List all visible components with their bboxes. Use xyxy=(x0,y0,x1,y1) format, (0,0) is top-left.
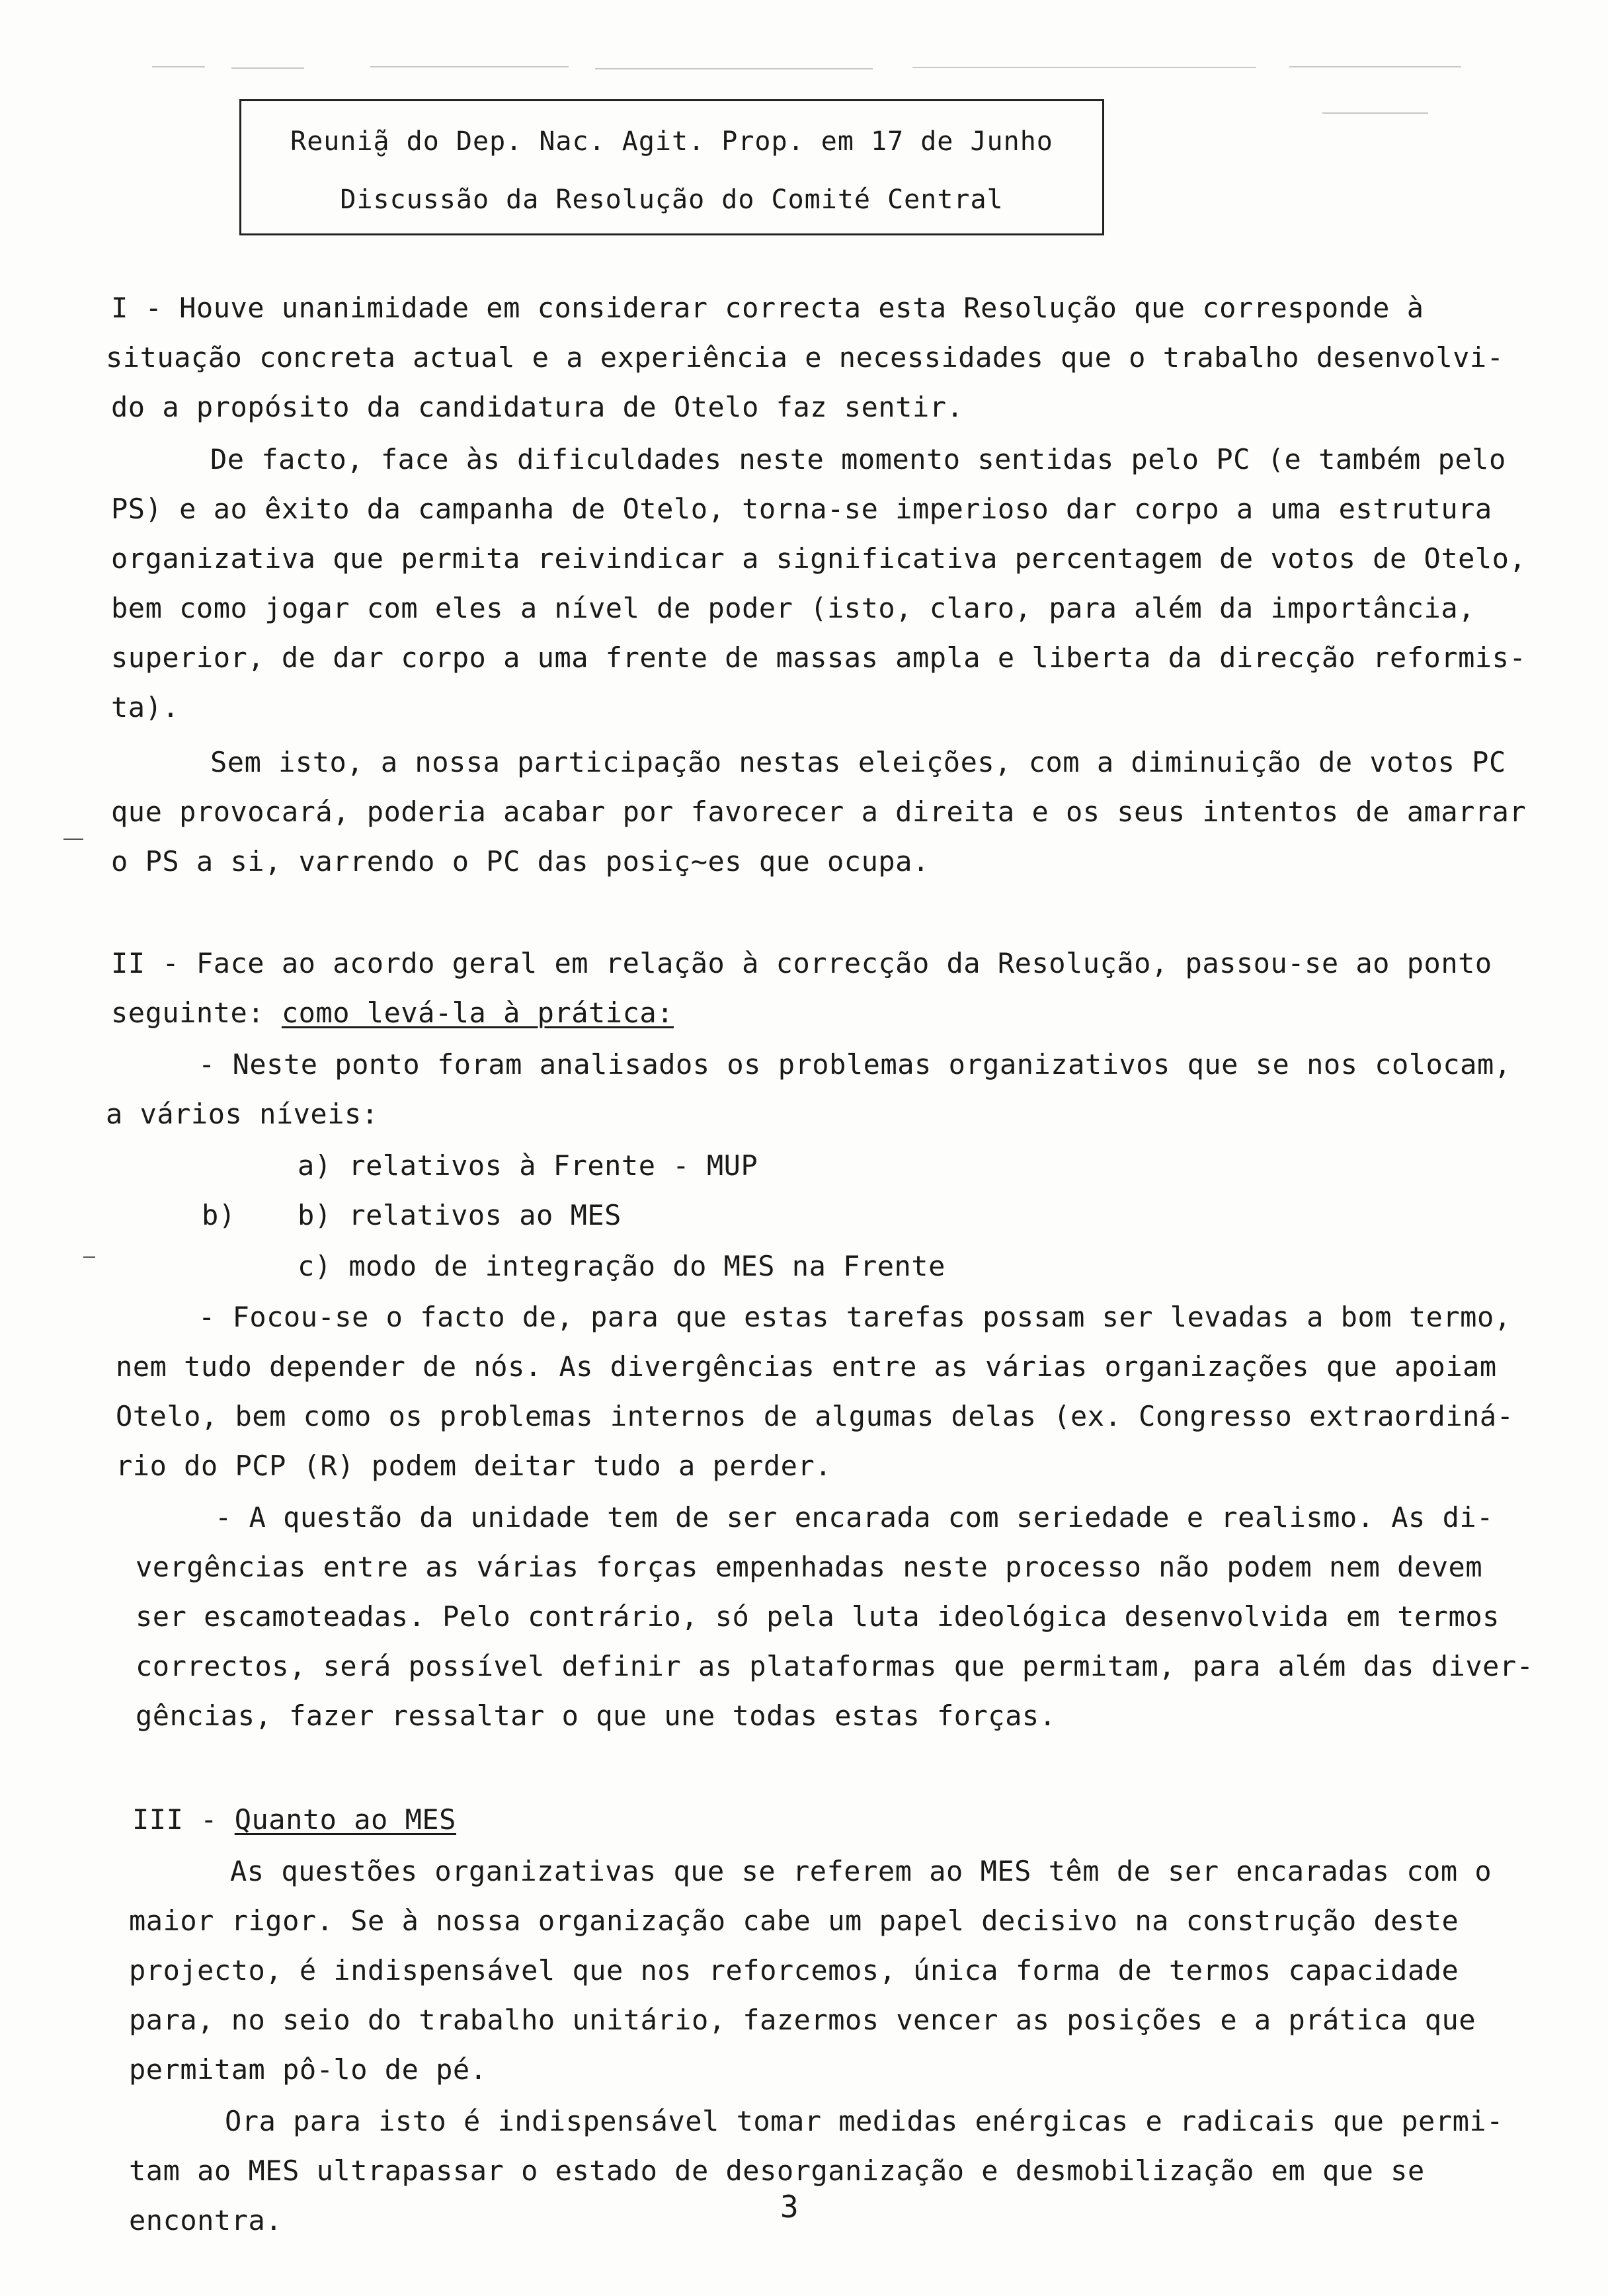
section2-line: vergências entre as várias forças empenhadas neste processo não podem nem devem xyxy=(136,1551,1483,1583)
section2-line: rio do PCP (R) podem deitar tudo a perder. xyxy=(116,1450,832,1482)
scan-artifact xyxy=(152,66,205,67)
scan-artifact xyxy=(370,66,569,67)
section3-line: As questões organizativas que se referem ao MES têm de ser encaradas com o xyxy=(230,1855,1492,1887)
section3-heading-prefix: III - xyxy=(132,1803,235,1836)
section1-line: que provocará, poderia acabar por favorecer a direita e os seus intentos de amarrar xyxy=(111,796,1527,828)
margin-mark xyxy=(83,1256,95,1258)
section1-line: ta). xyxy=(111,691,180,723)
section2-intro: II - Face ao acordo geral em relação à correcção da Resolução, passou-se ao ponto xyxy=(111,947,1492,979)
scan-artifact xyxy=(1289,66,1461,67)
header-line-2: Discussão da Resolução do Comité Central xyxy=(340,184,1004,215)
section2-line: nem tudo depender de nós. As divergências entre as várias organizações que apoiam xyxy=(116,1350,1497,1383)
section2-line: ser escamoteadas. Pelo contrário, só pela luta ideológica desenvolvida em termos xyxy=(136,1600,1500,1633)
section3-line: encontra. xyxy=(129,2204,283,2236)
scan-artifact xyxy=(231,67,304,69)
section3-heading-underlined: Quanto ao MES xyxy=(234,1803,456,1836)
section2-line: a vários níveis: xyxy=(106,1098,379,1130)
section1-line: Sem isto, a nossa participação nestas eleições, com a diminuição de votos PC xyxy=(210,746,1506,778)
header-line-1: Reuniã̮ do Dep. Nac. Agit. Prop. em 17 de Junho xyxy=(290,126,1053,157)
section1-line: situação concreta actual e a experiência e necessidades que o trabalho desenvolvi- xyxy=(106,341,1504,374)
section1-line: De facto, face às dificuldades neste momento sentidas pelo PC (e também pelo xyxy=(210,443,1506,475)
section2-intro-prefix: seguinte: xyxy=(111,997,282,1029)
scan-artifact xyxy=(595,68,873,69)
page-number: 3 xyxy=(780,2189,799,2225)
section2-line: - A questão da unidade tem de ser encarada com seriedade e realismo. As di- xyxy=(215,1501,1494,1534)
section2-line: Otelo, bem como os problemas internos de algumas delas (ex. Congresso extraordiná- xyxy=(116,1400,1514,1432)
section2-line: gências, fazer ressaltar o que une todas estas forças. xyxy=(136,1700,1057,1732)
section2-line: - Focou-se o facto de, para que estas tarefas possam ser levadas a bom termo, xyxy=(198,1301,1511,1333)
scan-artifact xyxy=(1322,112,1428,114)
section2-margin-note: b) xyxy=(202,1199,236,1231)
section2-underlined-heading: como levá-la à prática: xyxy=(281,997,674,1029)
section1-line: superior, de dar corpo a uma frente de massas ampla e liberta da direcção reformis- xyxy=(111,641,1527,674)
section2-list-item: a) relativos à Frente - MUP xyxy=(298,1149,758,1182)
section3-line: tam ao MES ultrapassar o estado de desorganização e desmobilização em que se xyxy=(129,2154,1425,2187)
section2-line: - Neste ponto foram analisados os problemas organizativos que se nos colocam, xyxy=(198,1048,1511,1081)
section3-line: maior rigor. Se à nossa organização cabe um papel decisivo na construção deste xyxy=(129,1905,1459,1937)
section3-line: Ora para isto é indispensável tomar medidas enérgicas e radicais que permi- xyxy=(225,2105,1504,2137)
header-box xyxy=(239,99,1104,235)
section2-list-item: b) relativos ao MES xyxy=(298,1199,622,1231)
margin-mark xyxy=(63,839,83,840)
section3-line: projecto, é indispensável que nos reforcemos, única forma de termos capacidade xyxy=(129,1954,1459,1987)
section1-line: bem como jogar com eles a nível de poder (isto, claro, para além da importância, xyxy=(111,592,1475,624)
section1-line: organizativa que permita reivindicar a significativa percentagem de votos de Otelo, xyxy=(111,542,1527,575)
section1-line: I - Houve unanimidade em considerar correcta esta Resolução que corresponde à xyxy=(111,292,1424,324)
section1-line: PS) e ao êxito da campanha de Otelo, torna-se imperioso dar corpo a uma estrutura xyxy=(111,493,1492,525)
section1-line: o PS a si, varrendo o PC das posiç~es que ocupa. xyxy=(111,845,930,878)
section2-line: correctos, será possível definir as plataformas que permitam, para além das diver- xyxy=(136,1650,1534,1682)
section2-list-item: c) modo de integração do MES na Frente xyxy=(298,1250,945,1282)
section3-line: permitam pô-lo de pé. xyxy=(129,2053,487,2086)
section3-line: para, no seio do trabalho unitário, fazermos vencer as posições e a prática que xyxy=(129,2004,1476,2036)
section2-intro-2 xyxy=(111,997,674,1030)
section3-heading xyxy=(132,1803,456,1836)
section1-line: do a propósito da candidatura de Otelo faz sentir. xyxy=(111,391,964,423)
scan-artifact xyxy=(912,67,1256,68)
